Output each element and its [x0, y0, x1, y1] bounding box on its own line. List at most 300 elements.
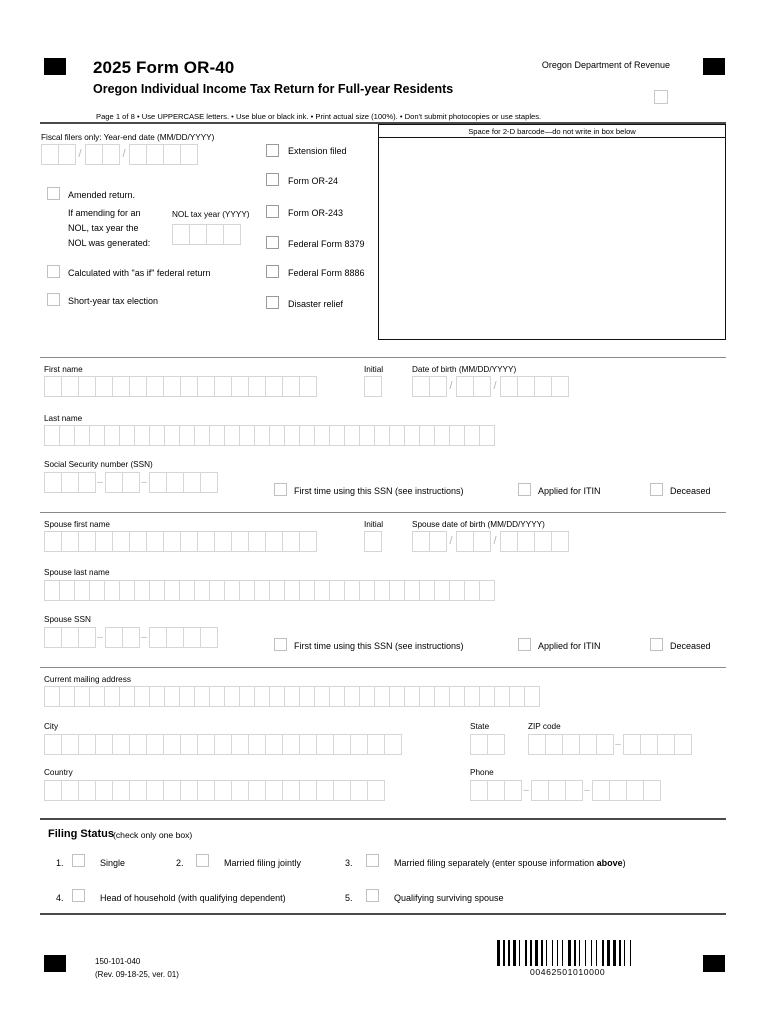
char-cell[interactable] [609, 780, 627, 801]
char-cell[interactable] [78, 531, 96, 552]
char-cell[interactable] [299, 531, 317, 552]
filing-status-number-2: 2. [176, 858, 184, 868]
char-cell[interactable] [119, 425, 135, 446]
char-cell[interactable] [89, 425, 105, 446]
barcode-bar [544, 940, 545, 966]
checkbox-form-or-24[interactable] [266, 173, 279, 186]
checkbox-spouse-applied-itin[interactable] [518, 638, 531, 651]
char-cell[interactable] [479, 580, 495, 601]
char-cell[interactable] [473, 376, 491, 397]
date-of-birth-input[interactable] [412, 376, 568, 397]
char-cell[interactable] [359, 580, 375, 601]
char-cell[interactable] [299, 376, 317, 397]
char-cell[interactable] [269, 580, 285, 601]
char-cell[interactable] [434, 580, 450, 601]
char-cell[interactable] [231, 376, 249, 397]
char-cell[interactable] [626, 780, 644, 801]
char-cell[interactable] [172, 224, 190, 245]
char-cell[interactable] [389, 686, 405, 707]
char-cell[interactable] [429, 531, 447, 552]
char-cell[interactable] [534, 531, 552, 552]
char-cell[interactable] [404, 580, 420, 601]
char-cell[interactable] [562, 734, 580, 755]
char-cell[interactable] [419, 425, 435, 446]
nol-tax-year-input[interactable] [172, 224, 240, 245]
zip-code-label: ZIP code [528, 722, 561, 731]
char-cell[interactable] [592, 780, 610, 801]
barcode-bar [528, 940, 529, 966]
checkbox-disaster-relief[interactable] [266, 296, 279, 309]
char-cell[interactable] [129, 376, 147, 397]
char-cell[interactable] [333, 734, 351, 755]
barcode-bar [605, 940, 606, 966]
phone-input[interactable] [470, 780, 660, 801]
country-input[interactable] [44, 780, 384, 801]
char-cell[interactable] [316, 734, 334, 755]
char-cell[interactable] [531, 780, 549, 801]
char-cell[interactable] [551, 531, 569, 552]
char-cell[interactable] [112, 376, 130, 397]
char-cell[interactable] [389, 580, 405, 601]
char-cell[interactable] [224, 686, 240, 707]
char-cell[interactable] [104, 425, 120, 446]
barcode-bar [624, 940, 625, 966]
char-cell[interactable] [149, 686, 165, 707]
checkbox-filing-status-qualifying-surviving-spouse[interactable] [366, 889, 379, 902]
char-cell[interactable] [282, 734, 300, 755]
char-cell[interactable] [284, 686, 300, 707]
char-cell[interactable] [163, 376, 181, 397]
filing-status-title: Filing Status [48, 828, 114, 840]
barcode-bar [557, 940, 558, 966]
char-cell[interactable] [41, 144, 59, 165]
char-cell[interactable] [105, 627, 123, 648]
char-cell[interactable] [344, 425, 360, 446]
char-cell[interactable] [163, 780, 181, 801]
char-cell[interactable] [189, 224, 207, 245]
char-cell[interactable] [329, 686, 345, 707]
char-cell[interactable] [528, 734, 546, 755]
char-cell[interactable] [146, 376, 164, 397]
amended-return-checkbox[interactable] [47, 187, 60, 200]
char-cell[interactable] [134, 425, 150, 446]
char-cell[interactable] [44, 376, 62, 397]
spouse-last-name-input[interactable] [44, 580, 494, 601]
city-input[interactable] [44, 734, 401, 755]
char-cell[interactable] [565, 780, 583, 801]
divider-filing-status-bottom [40, 913, 726, 915]
char-cell[interactable] [194, 425, 210, 446]
char-cell[interactable] [112, 780, 130, 801]
char-cell[interactable] [314, 686, 330, 707]
label-filing-status-qualifying-surviving-spouse: Qualifying surviving spouse [394, 893, 504, 903]
char-cell[interactable] [367, 734, 385, 755]
char-cell[interactable] [299, 734, 317, 755]
char-cell[interactable] [500, 376, 518, 397]
char-cell[interactable] [389, 425, 405, 446]
char-cell[interactable] [164, 425, 180, 446]
char-cell[interactable] [122, 627, 140, 648]
char-cell[interactable] [61, 376, 79, 397]
char-cell[interactable] [102, 144, 120, 165]
char-cell[interactable] [299, 780, 317, 801]
char-cell[interactable] [316, 780, 334, 801]
checkbox-deceased[interactable] [650, 483, 663, 496]
ssn-input[interactable] [44, 472, 217, 493]
char-cell[interactable] [374, 686, 390, 707]
char-cell[interactable] [282, 531, 300, 552]
state-input[interactable] [470, 734, 504, 755]
char-cell[interactable] [59, 686, 75, 707]
char-cell[interactable] [134, 580, 150, 601]
char-cell[interactable] [404, 686, 420, 707]
char-cell[interactable] [254, 425, 270, 446]
char-cell[interactable] [344, 686, 360, 707]
char-cell[interactable] [209, 425, 225, 446]
char-cell[interactable] [197, 780, 215, 801]
checkbox-form-or-243[interactable] [266, 205, 279, 218]
char-cell[interactable] [449, 580, 465, 601]
char-cell[interactable] [231, 734, 249, 755]
barcode-bar [519, 940, 520, 966]
checkbox-first-time-ssn[interactable] [274, 483, 287, 496]
char-cell[interactable] [329, 580, 345, 601]
char-cell[interactable] [194, 580, 210, 601]
barcode-space-caption: Space for 2-D barcode—do not write in box below [379, 125, 725, 138]
char-cell[interactable] [500, 531, 518, 552]
char-cell[interactable] [44, 472, 62, 493]
char-cell[interactable] [119, 580, 135, 601]
char-cell[interactable] [163, 144, 181, 165]
char-cell[interactable] [214, 531, 232, 552]
char-cell[interactable] [412, 531, 430, 552]
char-cell[interactable] [95, 531, 113, 552]
char-cell[interactable] [239, 580, 255, 601]
char-cell[interactable] [209, 580, 225, 601]
char-cell[interactable] [623, 734, 641, 755]
char-cell[interactable] [112, 531, 130, 552]
char-cell[interactable] [239, 425, 255, 446]
char-cell[interactable] [364, 376, 382, 397]
char-cell[interactable] [146, 780, 164, 801]
char-cell[interactable] [179, 686, 195, 707]
char-cell[interactable] [449, 686, 465, 707]
char-cell[interactable] [74, 686, 90, 707]
char-cell[interactable] [265, 531, 283, 552]
char-cell[interactable] [223, 224, 241, 245]
char-cell[interactable] [643, 780, 661, 801]
char-cell[interactable] [214, 734, 232, 755]
char-cell[interactable] [470, 734, 488, 755]
field-separator: / [493, 535, 497, 547]
char-cell[interactable] [163, 531, 181, 552]
registration-mark-top-left [44, 58, 66, 75]
char-cell[interactable] [350, 780, 368, 801]
char-cell[interactable] [344, 580, 360, 601]
char-cell[interactable] [224, 580, 240, 601]
char-cell[interactable] [248, 531, 266, 552]
char-cell[interactable] [456, 531, 474, 552]
char-cell[interactable] [149, 472, 167, 493]
char-cell[interactable] [419, 580, 435, 601]
char-cell[interactable] [149, 580, 165, 601]
char-cell[interactable] [359, 425, 375, 446]
char-cell[interactable] [412, 376, 430, 397]
char-cell[interactable] [119, 686, 135, 707]
char-cell[interactable] [112, 734, 130, 755]
char-cell[interactable] [265, 376, 283, 397]
spouse-ssn-input[interactable] [44, 627, 217, 648]
char-cell[interactable] [333, 780, 351, 801]
char-cell[interactable] [44, 531, 62, 552]
char-cell[interactable] [596, 734, 614, 755]
char-cell[interactable] [517, 376, 535, 397]
label-filing-status-head-of-household: Head of household (with qualifying dependent) [100, 893, 286, 903]
char-cell[interactable] [384, 734, 402, 755]
char-cell[interactable] [404, 425, 420, 446]
char-cell[interactable] [78, 472, 96, 493]
char-cell[interactable] [58, 144, 76, 165]
barcode-bar [517, 940, 518, 966]
char-cell[interactable] [59, 580, 75, 601]
char-cell[interactable] [122, 472, 140, 493]
char-cell[interactable] [350, 734, 368, 755]
char-cell[interactable] [214, 780, 232, 801]
char-cell[interactable] [579, 734, 597, 755]
char-cell[interactable] [149, 627, 167, 648]
char-cell[interactable] [504, 780, 522, 801]
char-cell[interactable] [494, 686, 510, 707]
first-name-input[interactable] [44, 376, 316, 397]
char-cell[interactable] [104, 686, 120, 707]
char-cell[interactable] [146, 734, 164, 755]
char-cell[interactable] [364, 531, 382, 552]
char-cell[interactable] [314, 580, 330, 601]
char-cell[interactable] [180, 144, 198, 165]
char-cell[interactable] [74, 580, 90, 601]
char-cell[interactable] [231, 531, 249, 552]
char-cell[interactable] [129, 144, 147, 165]
barcode-bar [591, 940, 592, 966]
char-cell[interactable] [146, 144, 164, 165]
char-cell[interactable] [545, 734, 563, 755]
fiscal-year-end-input[interactable] [41, 144, 197, 165]
char-cell[interactable] [299, 686, 315, 707]
char-cell[interactable] [61, 780, 79, 801]
char-cell[interactable] [183, 627, 201, 648]
char-cell[interactable] [44, 580, 60, 601]
initial-input[interactable] [364, 376, 381, 397]
char-cell[interactable] [180, 780, 198, 801]
state-label: State [470, 722, 490, 731]
checkbox-applied-itin[interactable] [518, 483, 531, 496]
char-cell[interactable] [95, 734, 113, 755]
char-cell[interactable] [166, 472, 184, 493]
checkbox-filing-status-married-separately[interactable] [366, 854, 379, 867]
char-cell[interactable] [640, 734, 658, 755]
char-cell[interactable] [487, 780, 505, 801]
checkbox-federal-form-8379[interactable] [266, 236, 279, 249]
char-cell[interactable] [548, 780, 566, 801]
char-cell[interactable] [180, 734, 198, 755]
char-cell[interactable] [44, 425, 60, 446]
char-cell[interactable] [551, 376, 569, 397]
char-cell[interactable] [269, 686, 285, 707]
checkbox-filing-status-married-jointly[interactable] [196, 854, 209, 867]
barcode-number: 00462501010000 [530, 967, 606, 977]
char-cell[interactable] [509, 686, 525, 707]
label-filing-status-single: Single [100, 858, 126, 868]
field-separator: – [141, 632, 147, 643]
char-cell[interactable] [434, 425, 450, 446]
char-cell[interactable] [248, 734, 266, 755]
char-cell[interactable] [239, 686, 255, 707]
char-cell[interactable] [359, 686, 375, 707]
header-checkbox[interactable] [654, 90, 668, 104]
char-cell[interactable] [61, 734, 79, 755]
char-cell[interactable] [166, 627, 184, 648]
char-cell[interactable] [200, 472, 218, 493]
char-cell[interactable] [248, 376, 266, 397]
char-cell[interactable] [179, 425, 195, 446]
char-cell[interactable] [282, 780, 300, 801]
char-cell[interactable] [129, 780, 147, 801]
checkbox-federal-form-8886[interactable] [266, 265, 279, 278]
char-cell[interactable] [95, 376, 113, 397]
char-cell[interactable] [487, 734, 505, 755]
zip-code-input[interactable] [528, 734, 691, 755]
char-cell[interactable] [464, 425, 480, 446]
char-cell[interactable] [78, 780, 96, 801]
char-cell[interactable] [657, 734, 675, 755]
char-cell[interactable] [284, 425, 300, 446]
char-cell[interactable] [164, 580, 180, 601]
char-cell[interactable] [44, 734, 62, 755]
char-cell[interactable] [214, 376, 232, 397]
char-cell[interactable] [74, 425, 90, 446]
checkbox-calculated-as-if-federal[interactable] [47, 265, 60, 278]
char-cell[interactable] [209, 686, 225, 707]
char-cell[interactable] [419, 686, 435, 707]
checkbox-short-year-tax-election[interactable] [47, 293, 60, 306]
char-cell[interactable] [44, 686, 60, 707]
char-cell[interactable] [269, 425, 285, 446]
date-of-birth-label: Date of birth (MM/DD/YYYY) [412, 365, 517, 374]
label-short-year-tax-election: Short-year tax election [68, 296, 159, 306]
char-cell[interactable] [61, 472, 79, 493]
char-cell[interactable] [231, 780, 249, 801]
spouse-first-name-input[interactable] [44, 531, 316, 552]
char-cell[interactable] [197, 531, 215, 552]
char-cell[interactable] [284, 580, 300, 601]
char-cell[interactable] [134, 686, 150, 707]
char-cell[interactable] [473, 531, 491, 552]
char-cell[interactable] [517, 531, 535, 552]
char-cell[interactable] [299, 425, 315, 446]
filing-status-number-1: 1. [56, 858, 64, 868]
char-cell[interactable] [456, 376, 474, 397]
char-cell[interactable] [248, 780, 266, 801]
char-cell[interactable] [59, 425, 75, 446]
char-cell[interactable] [367, 780, 385, 801]
char-cell[interactable] [265, 734, 283, 755]
char-cell[interactable] [224, 425, 240, 446]
char-cell[interactable] [89, 580, 105, 601]
filing-status-number-3: 3. [345, 858, 353, 868]
city-label: City [44, 722, 59, 731]
char-cell[interactable] [464, 686, 480, 707]
spouse-initial-input[interactable] [364, 531, 381, 552]
char-cell[interactable] [164, 686, 180, 707]
char-cell[interactable] [194, 686, 210, 707]
char-cell[interactable] [374, 425, 390, 446]
char-cell[interactable] [265, 780, 283, 801]
char-cell[interactable] [254, 686, 270, 707]
char-cell[interactable] [282, 376, 300, 397]
char-cell[interactable] [146, 531, 164, 552]
char-cell[interactable] [104, 580, 120, 601]
char-cell[interactable] [183, 472, 201, 493]
char-cell[interactable] [374, 580, 390, 601]
char-cell[interactable] [674, 734, 692, 755]
char-cell[interactable] [197, 376, 215, 397]
checkbox-spouse-deceased[interactable] [650, 638, 663, 651]
char-cell[interactable] [479, 686, 495, 707]
char-cell[interactable] [470, 780, 488, 801]
checkbox-spouse-first-time-ssn[interactable] [274, 638, 287, 651]
last-name-input[interactable] [44, 425, 494, 446]
char-cell[interactable] [429, 376, 447, 397]
checkbox-extension-filed[interactable] [266, 144, 279, 157]
char-cell[interactable] [479, 425, 495, 446]
checkbox-filing-status-single[interactable] [72, 854, 85, 867]
char-cell[interactable] [180, 376, 198, 397]
char-cell[interactable] [197, 734, 215, 755]
mailing-address-input[interactable] [44, 686, 539, 707]
char-cell[interactable] [89, 686, 105, 707]
char-cell[interactable] [85, 144, 103, 165]
char-cell[interactable] [524, 686, 540, 707]
char-cell[interactable] [44, 780, 62, 801]
char-cell[interactable] [299, 580, 315, 601]
char-cell[interactable] [105, 472, 123, 493]
char-cell[interactable] [44, 627, 62, 648]
char-cell[interactable] [254, 580, 270, 601]
char-cell[interactable] [434, 686, 450, 707]
spouse-date-of-birth-input[interactable] [412, 531, 568, 552]
char-cell[interactable] [314, 425, 330, 446]
char-cell[interactable] [78, 376, 96, 397]
char-cell[interactable] [95, 780, 113, 801]
char-cell[interactable] [464, 580, 480, 601]
char-cell[interactable] [78, 627, 96, 648]
char-cell[interactable] [180, 531, 198, 552]
char-cell[interactable] [78, 734, 96, 755]
char-cell[interactable] [61, 627, 79, 648]
char-cell[interactable] [534, 376, 552, 397]
char-cell[interactable] [200, 627, 218, 648]
char-cell[interactable] [149, 425, 165, 446]
char-cell[interactable] [129, 734, 147, 755]
char-cell[interactable] [129, 531, 147, 552]
char-cell[interactable] [329, 425, 345, 446]
char-cell[interactable] [206, 224, 224, 245]
char-cell[interactable] [163, 734, 181, 755]
char-cell[interactable] [179, 580, 195, 601]
checkbox-filing-status-head-of-household[interactable] [72, 889, 85, 902]
char-cell[interactable] [61, 531, 79, 552]
char-cell[interactable] [449, 425, 465, 446]
